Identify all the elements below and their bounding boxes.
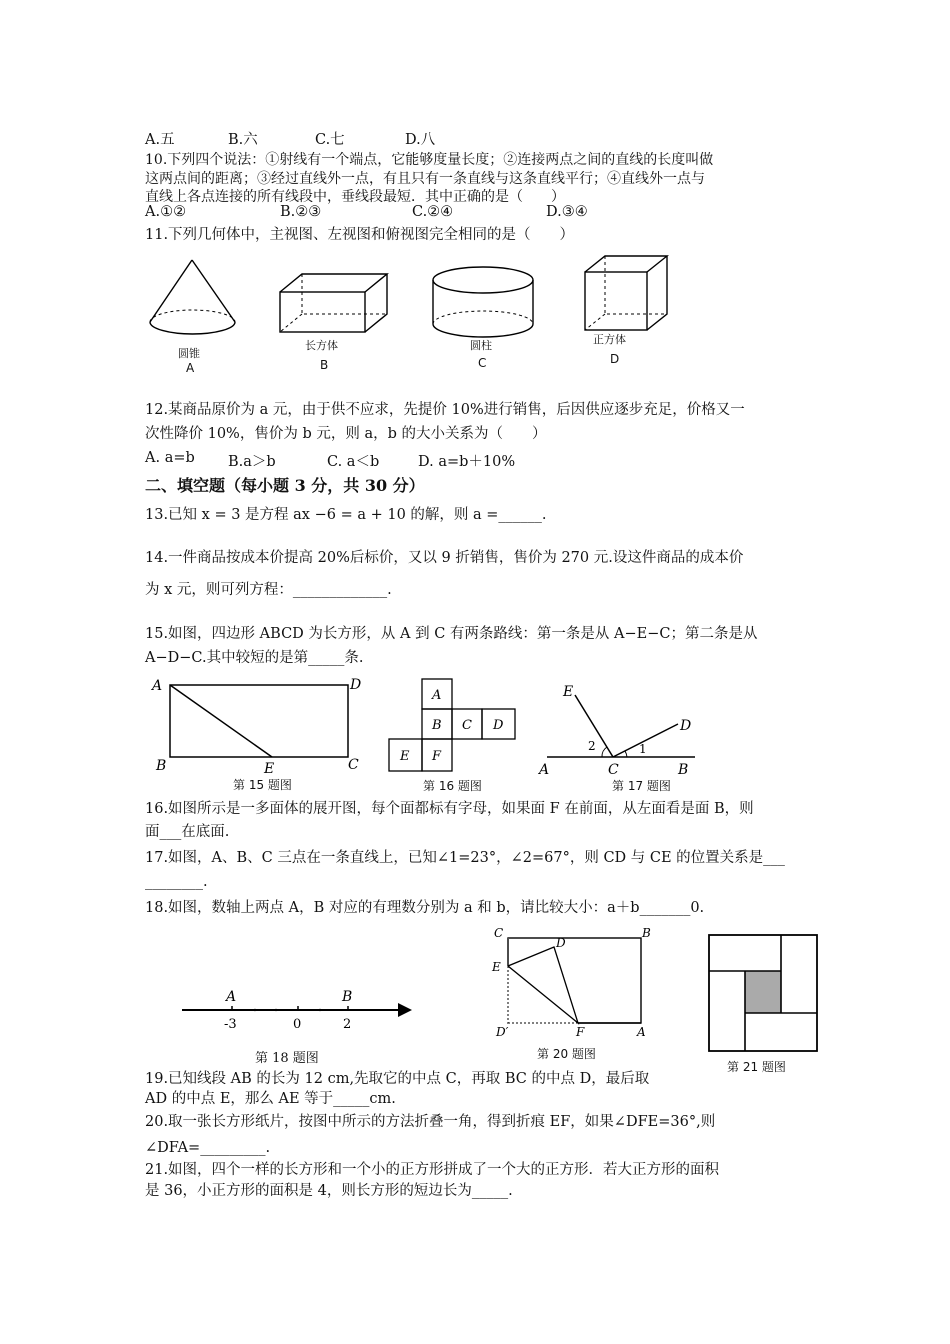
section-2-title: 二、填空题（每小题 3 分，共 30 分） [145,476,425,495]
fig20-label-d-prime: D′ [496,1025,509,1039]
fig20-label-c: C [494,926,504,940]
fig17-label-c: C [608,762,619,778]
q9-option-a: A.五 [145,132,175,148]
figure-18 [180,985,420,1035]
q20-line-2: ∠DFA=_________. [145,1140,271,1156]
fig16-label-c: C [462,718,472,733]
fig20-label-b: B [642,926,651,940]
fig20-label-e: E [492,960,501,974]
q20-line-1: 20.取一张长方形纸片，按图中所示的方法折叠一角，得到折痕 EF，如果∠DFE=36°,则 [145,1114,716,1130]
q21-line-2: 是 36，小正方形的面积是 4，则长方形的短边长为_____. [145,1183,513,1199]
q12-line-2: 次性降价 10%，售价为 b 元，则 a，b 的大小关系为（ ） [145,426,547,442]
q18-text: 18.如图，数轴上两点 A，B 对应的有理数分别为 a 和 b，请比较大小：a＋b_______0. [145,900,705,916]
fig17-label-a: A [539,762,550,778]
cube-label: 正方体 [593,333,626,346]
q11-figures [140,252,680,382]
figure-16 [385,676,525,776]
fig18-tick-2: 2 [343,1017,352,1032]
cylinder-label: 圆柱 [470,339,492,352]
figure-20 [490,925,655,1045]
q10-option-a: A.①② [145,204,187,220]
fig18-tick-neg3: -3 [224,1017,237,1032]
fig20-label-f: F [576,1025,585,1039]
q15-line-1: 15.如图，四边形 ABCD 为长方形，从 A 到 C 有两条路线：第一条是从 A−E−C；第二条是从 [145,626,758,642]
cuboid-label: 长方体 [305,339,338,352]
fig15-label-c: C [348,757,359,773]
fig17-label-angle-2: 2 [588,739,596,753]
q10-option-d: D.③④ [546,204,588,220]
q13-text: 13.已知 x = 3 是方程 ax −6 = a + 10 的解，则 a =______. [145,507,547,523]
fig18-caption: 第 18 题图 [255,1051,319,1066]
fig16-label-e: E [400,749,410,764]
q10-line-3: 直线上各点连接的所有线段中，垂线段最短．其中正确的是（ ） [145,189,565,205]
fig15-label-b: B [156,758,167,774]
q12-option-c: C. a＜b [327,454,380,470]
figure-21 [705,933,823,1055]
q16-line-1: 16.如图所示是一多面体的展开图，每个面都标有字母，如果面 F 在前面，从左面看是面 B，则 [145,801,754,817]
q19-line-2: AD 的中点 E，那么 AE 等于_____cm. [145,1091,396,1107]
fig16-caption: 第 16 题图 [423,779,482,793]
fig16-label-a: A [432,688,442,703]
q12-option-a: A. a=b [145,450,195,466]
cylinder-letter: C [478,356,487,370]
q10-option-b: B.②③ [280,204,322,220]
fig18-label-b: B [342,989,353,1005]
q16-line-2: 面___在底面. [145,824,230,840]
fig21-caption: 第 21 题图 [727,1060,786,1074]
fig15-caption: 第 15 题图 [233,778,292,792]
cube-figure [585,256,667,330]
q10-option-c: C.②④ [412,204,454,220]
cube-letter: D [610,352,620,366]
fig15-label-d: D [350,677,362,693]
fig15-label-e: E [264,761,275,775]
fig20-caption: 第 20 题图 [537,1047,596,1061]
q19-line-1: 19.已知线段 AB 的长为 12 cm,先取它的中点 C，再取 BC 的中点 D，最后取 [145,1071,650,1087]
figure-17 [535,680,705,780]
q17-line-1: 17.如图，A、B、C 三点在一条直线上，已知∠1=23°，∠2=67°，则 CD 与 CE 的位置关系是___ [145,850,785,866]
cone-letter: A [186,361,195,375]
figure-15 [150,675,365,775]
fig20-label-d: D [556,936,566,950]
cuboid-letter: B [320,358,329,372]
fig18-label-a: A [226,989,237,1005]
q17-line-2: ________. [145,874,208,890]
q9-option-c: C.七 [315,132,345,148]
fig21-small-square [745,971,781,1013]
q11-text: 11.下列几何体中，主视图、左视图和俯视图完全相同的是（ ） [145,227,575,243]
q14-line-1: 14.一件商品按成本价提高 20%后标价，又以 9 折销售，售价为 270 元.设这件商品的成本价 [145,550,744,566]
fig16-label-f: F [432,749,442,764]
fig17-label-d: D [680,718,692,734]
fig17-label-angle-1: 1 [639,742,647,756]
fig17-label-e: E [563,684,574,700]
q15-line-2: A−D−C.其中较短的是第_____条. [145,650,364,666]
q9-option-d: D.八 [405,132,436,148]
fig17-label-b: B [678,762,689,778]
cone-figure [150,260,235,334]
q10-line-2: 这两点间的距离；③经过直线外一点，有且只有一条直线与这条直线平行；④直线外一点与 [145,171,705,187]
q12-option-d: D. a=b＋10% [418,454,516,470]
cuboid-figure [280,274,387,332]
cone-label: 圆锥 [178,347,200,360]
q9-option-b: B.六 [228,132,258,148]
fig16-label-b: B [432,718,442,733]
q14-line-2: 为 x 元，则可列方程：_____________. [145,582,392,598]
fig18-tick-0: 0 [293,1017,302,1032]
fig17-caption: 第 17 题图 [612,779,671,793]
q10-line-1: 10.下列四个说法：①射线有一个端点，它能够度量长度；②连接两点之间的直线的长度叫做 [145,152,714,168]
q12-line-1: 12.某商品原价为 a 元，由于供不应求，先提价 10%进行销售，后因供应逐步充足，价格又一 [145,402,745,418]
q21-line-1: 21.如图，四个一样的长方形和一个小的正方形拼成了一个大的正方形．若大正方形的面积 [145,1162,720,1178]
cylinder-figure [433,267,533,337]
fig20-label-a: A [637,1025,646,1039]
fig16-label-d: D [493,718,504,733]
q12-option-b: B.a＞b [228,454,276,470]
fig15-label-a: A [152,678,163,694]
